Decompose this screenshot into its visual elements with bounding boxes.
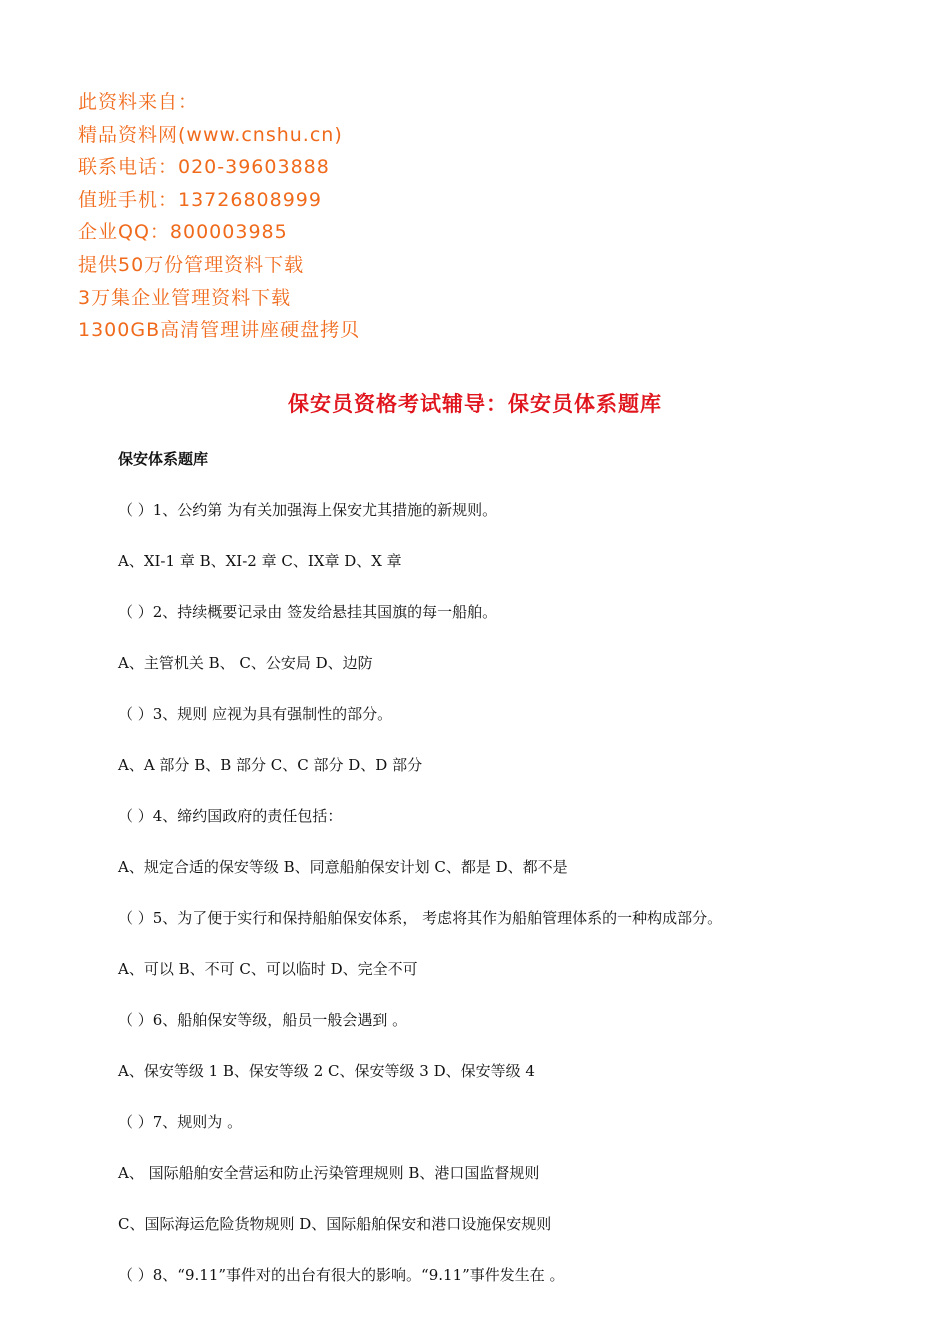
promo-line-qq: 企业QQ：800003985 — [78, 221, 288, 244]
question-5: （ ）5、为了便于实行和保持船舶保安体系， 考虑将其作为船舶管理体系的一种构成部分。 — [118, 909, 723, 927]
promo-line-website: 精品资料网(www.cnshu.cn) — [78, 123, 343, 146]
question-7-options-c-d: C、国际海运危险货物规则 D、国际船舶保安和港口设施保安规则 — [118, 1215, 552, 1233]
question-2: （ ）2、持续概要记录由 签发给悬挂其国旗的每一船舶。 — [118, 603, 498, 621]
document-title: 保安员资格考试辅导：保安员体系题库 — [288, 392, 662, 416]
promo-line-offer-3: 1300GB高清管理讲座硬盘拷贝 — [78, 319, 361, 342]
question-5-options: A、可以 B、不可 C、可以临时 D、完全不可 — [118, 960, 418, 978]
question-6: （ ）6、船舶保安等级，船员一般会遇到 。 — [118, 1011, 408, 1029]
promo-line-mobile: 值班手机：13726808999 — [78, 188, 322, 211]
question-3-options: A、A 部分 B、B 部分 C、C 部分 D、D 部分 — [118, 756, 423, 774]
question-1: （ ）1、公约第 为有关加强海上保安尤其措施的新规则。 — [118, 501, 498, 519]
promo-line-source: 此资料来自： — [78, 91, 199, 113]
promo-line-phone: 联系电话：020-39603888 — [78, 156, 330, 179]
question-4-options: A、规定合适的保安等级 B、同意船舶保安计划 C、都是 D、都不是 — [118, 858, 568, 876]
document-body — [118, 444, 918, 1311]
question-3: （ ）3、规则 应视为具有强制性的部分。 — [118, 705, 393, 723]
question-6-options: A、保安等级 1 B、保安等级 2 C、保安等级 3 D、保安等级 4 — [118, 1062, 535, 1080]
question-8: （ ）8、“9.11”事件对的出台有很大的影响。“9.11”事件发生在 。 — [118, 1266, 565, 1284]
question-7-options-a-b: A、 国际船舶安全营运和防止污染管理规则 B、港口国监督规则 — [118, 1164, 540, 1182]
question-2-options: A、主管机关 B、 C、公安局 D、边防 — [118, 654, 373, 672]
section-subheading: 保安体系题库 — [118, 450, 209, 468]
promo-line-offer-2: 3万集企业管理资料下载 — [78, 286, 292, 309]
question-1-options: A、XI-1 章 B、XI-2 章 C、IX章 D、X 章 — [118, 552, 402, 570]
question-4: （ ）4、缔约国政府的责任包括： — [118, 807, 343, 825]
promo-block — [78, 86, 360, 347]
promo-line-offer-1: 提供50万份管理资料下载 — [78, 253, 305, 276]
question-7: （ ）7、规则为 。 — [118, 1113, 243, 1131]
